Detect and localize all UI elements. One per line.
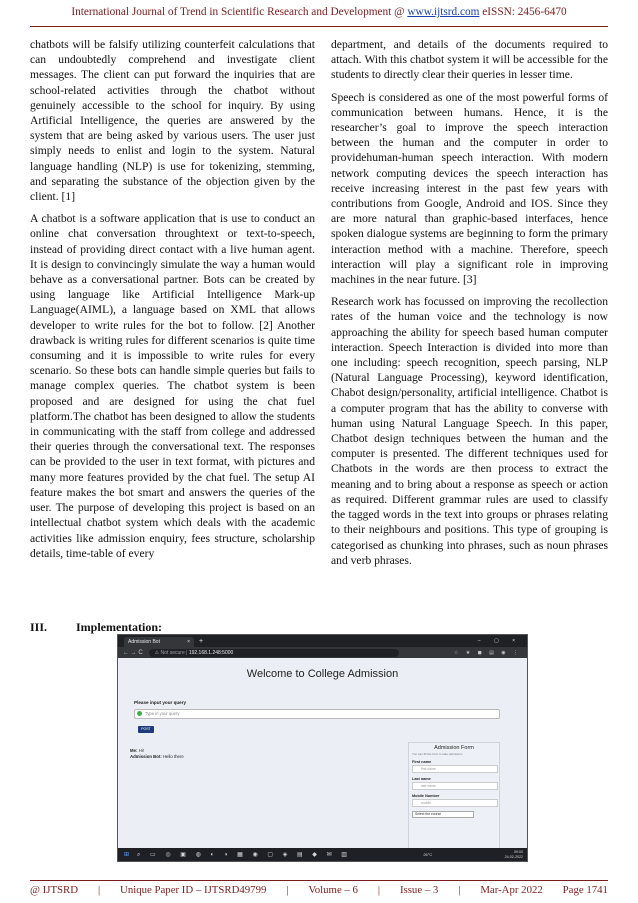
footer-sep-1: | [97, 884, 101, 896]
header-rule [30, 26, 608, 27]
footer-journal: @ IJTSRD [30, 884, 79, 896]
window-controls[interactable]: – ▢ × [477, 638, 521, 644]
footer-page: Page 1741 [562, 884, 608, 896]
navigation-icons[interactable]: ← → C [123, 649, 143, 656]
left-paragraph-2: A chatbot is a software application that is use to conduct an online chat conversation throughtext or text-to-speech, instead of providing direct contact with a live human agent. It is design to convincingly simulate the way a human would behave as a conversational partner. Bots can be created by using language like Artificial Intelligence Mark-up Language(AIML), a language based on XML that allows developer to write rules for the bot to follow. [2] Another drawback is writing rules for different scenarios is quite time consuming and it is impossible to write rules for every scenario. So these bots can handle simple queries but fails to manage complex queries. The chatbot system is been proposed and are designed for using the chat fuel platform.The chatbot has been designed to allow the students in communicating with the staff from college and addressed their queries through the conversational text. The responses can be provided to the user in text format, with pictures and many more features provided by the chat fuel. The setup AI feature makes the bot smart and answers the queries of the user. The purpose of developing this project is based on an intellectual chatbot system which deals with the academic activities like admission enquiry, fees structure, scholarship details, time-table of every [30, 212, 315, 560]
web-page-content [118, 658, 527, 848]
left-paragraph-1: chatbots will be falsify utilizing counterfeit calculations that can undoubtedly comprehend and investigate client messages. The client can put forward the inquiries that are school-related activities through the chatbot without genuinely accessible to the school for inquiry. By using Artificial Intelligence, the queries are answered by the system that are being asked by various users. The user just simply needs to enlist and login to the system. Natural language handling (NLP) is use for tokenizing, stemming, and separating the substance of the objection given by the client. [1] [30, 38, 315, 204]
query-placeholder: Type in your query [145, 711, 180, 716]
footer-issue: Issue – 3 [399, 884, 439, 896]
footer-sep-2: | [286, 884, 289, 896]
last-name-label: Last name [412, 777, 431, 781]
mobile-field[interactable]: mobile [412, 799, 498, 807]
footer-rule [30, 880, 608, 881]
browser-address-bar [118, 647, 527, 658]
page-footer [30, 884, 608, 896]
clock-time: 09:00 [514, 850, 523, 854]
admission-form-subtitle: You can fill the form to take admission [412, 752, 463, 756]
footer-sep-3: | [377, 884, 381, 896]
implementation-screenshot-figure [117, 634, 528, 862]
journal-issn: eISSN: 2456-6470 [482, 6, 567, 18]
footer-paper-id: Unique Paper ID – IJTSRD49799 [120, 884, 267, 896]
query-label: Please input your query [134, 700, 187, 705]
chat-user-message [130, 748, 144, 753]
footer-date: Mar-Apr 2022 [480, 884, 543, 896]
right-paragraph-3: Research work has focussed on improving the recollection rates of the human voice and the technology is now approaching the ability for speech based human computer interaction. Speech Interaction is divided into more than one including: speech recognition, speech parsing, NLP (Natural Language Processing), keyword identification, Chabot design/personality, artificial intelligence. Chatbot is a computer program that has the ability to converse with human using Natural Language Speech. In this paper, Chatbot design techniques between the human and the computer is presented. The different techniques used for Chatbots in the words are then process to extract the meaning and to bring about a response as speech or action as required. Different grammar rules are used to classify the tagged words in the text into groups or phrases relating to their neighbours and positions. This type of grouping is categorised as chunking into phrases, such as noun phrases and verb phrases. [331, 295, 608, 567]
chat-bot-message [130, 754, 184, 759]
admission-form [408, 742, 500, 852]
grammarly-icon [137, 711, 142, 716]
right-paragraph-2: Speech is considered as one of the most powerful forms of communication between humans. Hence, it is the researcher’s goal to improve the speech interaction between the human and the computer in order to providehuman-human speech interaction. With modern network computing devices the speech interaction has receive increasing interest in the past few years with contributions from Google, Android and IOS. Since they are more natural than graphic-based interfaces, hence spoken dialogue systems are beginning to form the primary interaction method with a machine. Therefore, speech interaction will play a significant role in improving machines in the near future. [3] [331, 90, 608, 287]
post-button[interactable]: POST [138, 726, 154, 733]
new-tab-icon[interactable]: + [199, 637, 204, 645]
taskbar-clock [505, 850, 523, 859]
right-paragraph-1: department, and details of the documents required to attach. With this chatbot system it will be accessible for the students to directly clear their queries in lesser time. [331, 38, 608, 82]
section-heading [30, 620, 162, 635]
app-title: Welcome to College Admission [246, 668, 399, 680]
close-icon[interactable]: × [187, 639, 190, 645]
chat-user-label: Me: [130, 748, 138, 753]
section-number: III. [30, 620, 48, 634]
footer-volume: Volume – 6 [308, 884, 358, 896]
not-secure-warning: ⚠ Not secure | [154, 649, 188, 656]
course-select[interactable]: Select the course [412, 811, 474, 818]
tab-title: Admission Bot [128, 639, 160, 645]
windows-start-icon[interactable]: ⊞ [124, 852, 130, 858]
chat-bot-label: Admission Bot: [130, 754, 162, 759]
url-text: 192.168.1.248:5000 [188, 649, 234, 656]
right-column [331, 37, 608, 575]
weather-text: 26°C [423, 852, 433, 857]
chat-user-text: Hi! [138, 748, 144, 753]
mobile-label: Mobile Number [412, 794, 440, 798]
query-input[interactable] [134, 709, 500, 719]
taskbar-app-icons[interactable]: ⌕ ▭ ◎ ▣ ◍ ◐ ◑ ▦ ◉ ▢ ◈ ▤ ◆ ✉ ▥ [137, 851, 351, 858]
browser-titlebar [118, 635, 527, 647]
admission-form-title: Admission Form [434, 745, 474, 751]
journal-url-link[interactable]: www.ijtsrd.com [407, 6, 480, 18]
windows-taskbar [118, 848, 527, 861]
extension-icons[interactable]: ☆ ★ ◼ ▤ ◉ ⋮ [453, 649, 521, 656]
browser-tab[interactable] [124, 637, 194, 647]
last-name-field[interactable]: last name [412, 782, 498, 790]
url-input[interactable] [149, 649, 399, 657]
clock-date: 24-02-2022 [504, 854, 523, 859]
journal-header [0, 6, 638, 18]
left-column [30, 37, 315, 568]
chat-bot-text: Hello there [162, 754, 184, 759]
footer-sep-4: | [458, 884, 461, 896]
first-name-label: First name [412, 760, 432, 764]
first-name-field[interactable]: first name [412, 765, 498, 773]
section-title: Implementation: [76, 620, 162, 634]
journal-name: International Journal of Trend in Scientific Research and Development @ [71, 6, 405, 18]
